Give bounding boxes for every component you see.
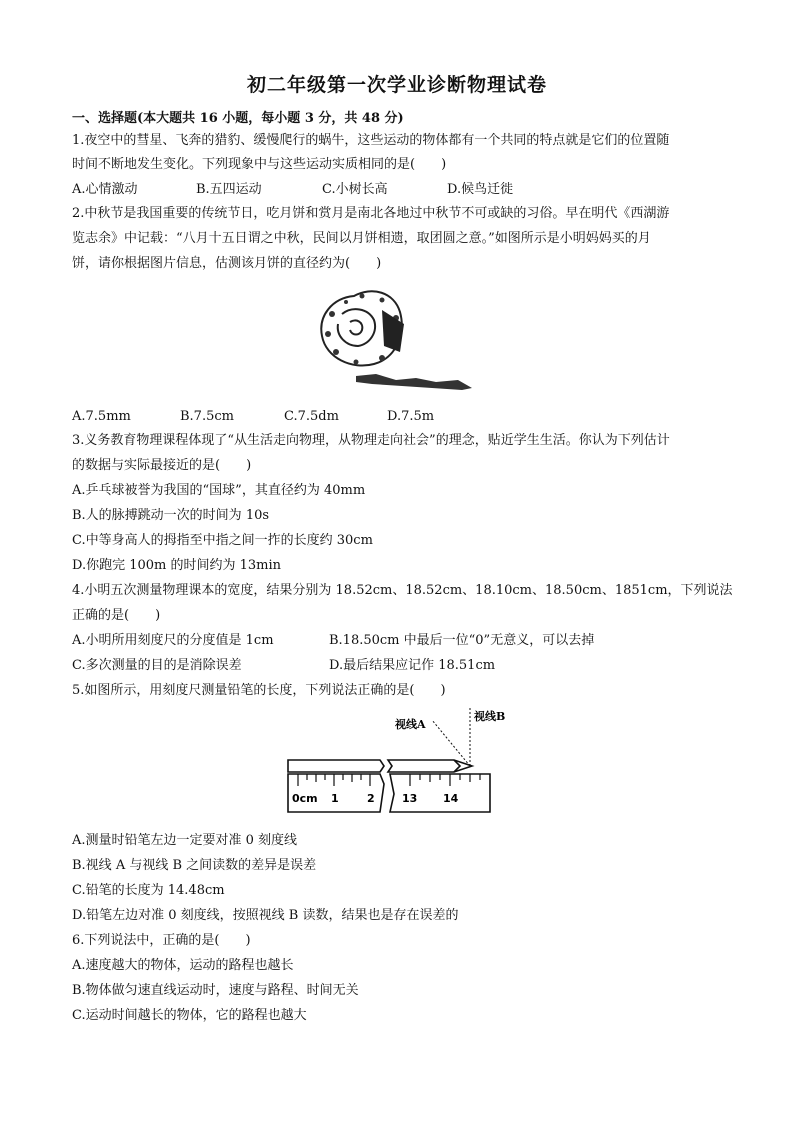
sight-line-a xyxy=(432,720,470,766)
q4-option-d: D.最后结果应记作 18.51cm xyxy=(329,658,496,673)
q3-line-1: 3.义务教育物理课程体现了“从生活走向物理，从物理走向社会”的理念，贴近学生生活。你认为下列估计 xyxy=(72,433,670,448)
sight-a-label: 视线A xyxy=(395,718,426,731)
q2-option-c: C.7.5dm xyxy=(284,409,339,424)
sight-b-label: 视线B xyxy=(474,710,506,723)
q3-option-c: C.中等身高人的拇指至中指之间一拃的长度约 30cm xyxy=(72,533,373,548)
tick-label-1: 1 xyxy=(331,792,339,805)
q3-option-d: D.你跑完 100m 的时间约为 13min xyxy=(72,558,282,573)
q1-line-1: 1.夜空中的彗星、飞奔的猎豹、缓慢爬行的蜗牛，这些运动的物体都有一个共同的特点就是它们的位置随 xyxy=(72,133,670,148)
q2-option-b: B.7.5cm xyxy=(180,409,234,424)
mooncake-image xyxy=(312,284,477,394)
q6-option-c: C.运动时间越长的物体，它的路程也越大 xyxy=(72,1008,307,1023)
q2-option-d: D.7.5m xyxy=(387,409,435,424)
pencil-ruler-figure xyxy=(284,704,506,816)
q5-option-a: A.测量时铅笔左边一定要对准 0 刻度线 xyxy=(72,833,298,848)
q5-line-1: 5.如图所示，用刻度尺测量铅笔的长度，下列说法正确的是( ) xyxy=(72,683,446,698)
q1-option-a: A.心情激动 xyxy=(72,182,138,197)
tick-label-2: 2 xyxy=(367,792,375,805)
q6-option-b: B.物体做匀速直线运动时，速度与路程、时间无关 xyxy=(72,983,359,998)
section-heading: 一、选择题(本大题共 16 小题，每小题 3 分，共 48 分) xyxy=(72,111,404,126)
q5-option-d: D.铅笔左边对准 0 刻度线，按照视线 B 读数，结果也是存在误差的 xyxy=(72,908,459,923)
q3-option-a: A.乒乓球被誉为我国的“国球”，其直径约为 40mm xyxy=(72,483,366,498)
q4-line-1: 4.小明五次测量物理课本的宽度，结果分别为 18.52cm、18.52cm、18.10cm、18.50cm、1851cm，下列说法 xyxy=(72,583,733,598)
q2-line-1: 2.中秋节是我国重要的传统节日，吃月饼和赏月是南北各地过中秋节不可或缺的习俗。早在明代《西湖游 xyxy=(72,206,670,221)
q2-option-a: A.7.5mm xyxy=(72,409,131,424)
pencil-icon xyxy=(288,760,472,772)
q1-line-2: 时间不断地发生变化。下列现象中与这些运动实质相同的是( ) xyxy=(72,157,447,172)
q2-line-3: 饼，请你根据图片信息，估测该月饼的直径约为( ) xyxy=(72,256,382,271)
q6-line-1: 6.下列说法中，正确的是( ) xyxy=(72,933,251,948)
q4-line-2: 正确的是( ) xyxy=(72,608,161,623)
q5-option-c: C.铅笔的长度为 14.48cm xyxy=(72,883,225,898)
exam-title: 初二年级第一次学业诊断物理试卷 xyxy=(246,74,547,96)
q1-option-c: C.小树长高 xyxy=(322,182,388,197)
q6-option-a: A.速度越大的物体，运动的路程也越长 xyxy=(72,958,294,973)
tick-label-0cm: 0cm xyxy=(292,792,318,805)
tick-label-14: 14 xyxy=(443,792,459,805)
q1-option-d: D.候鸟迁徙 xyxy=(447,182,514,197)
q3-line-2: 的数据与实际最接近的是( ) xyxy=(72,458,252,473)
q2-line-2: 览志余》中记载：“八月十五日谓之中秋，民间以月饼相遗，取团圆之意。”如图所示是小明妈妈买的月 xyxy=(72,231,651,246)
q5-option-b: B.视线 A 与视线 B 之间读数的差异是误差 xyxy=(72,858,317,873)
q4-option-b: B.18.50cm 中最后一位“0”无意义，可以去掉 xyxy=(329,633,595,648)
q4-option-a: A.小明所用刻度尺的分度值是 1cm xyxy=(72,633,274,648)
q1-option-b: B.五四运动 xyxy=(196,182,262,197)
q3-option-b: B.人的脉搏跳动一次的时间为 10s xyxy=(72,508,270,523)
q4-option-c: C.多次测量的目的是消除误差 xyxy=(72,658,242,673)
tick-label-13: 13 xyxy=(402,792,418,805)
